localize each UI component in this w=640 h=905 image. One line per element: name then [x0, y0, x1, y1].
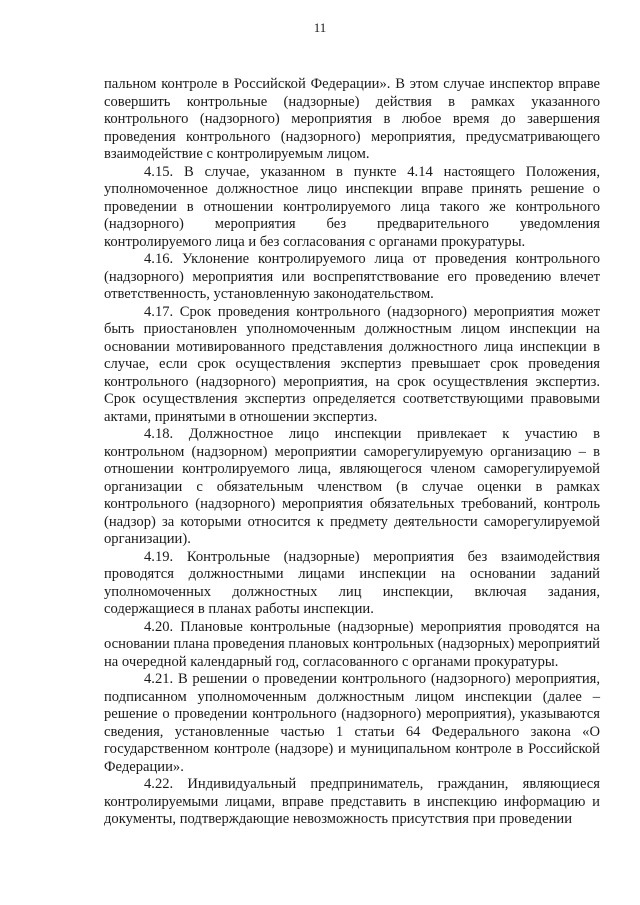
- paragraph-4-21: 4.21. В решении о проведении контрольного (надзорного) мероприятия, подписанном уполномоченным должностным лицом инспекции (далее – решение о проведении контрольного (надзорного) мероприятия), указываются сведения, установленные частью 1 статьи 64 Федерального закона «О государственном контроле (надзоре) и муниципальном контроле в Российской Федерации».: [104, 671, 600, 775]
- document-body: [104, 76, 600, 829]
- paragraph-4-15: 4.15. В случае, указанном в пункте 4.14 настоящего Положения, уполномоченное должностное лицо инспекции вправе принять решение о проведении в отношении контролируемого лица такого же контрольного (надзорного) мероприятия без предварительного уведомления контролируемого лица и без согласования с органами прокуратуры.: [104, 163, 600, 250]
- paragraph-4-22: 4.22. Индивидуальный предприниматель, гражданин, являющиеся контролируемыми лицами, вправе представить в инспекцию информацию и документы, подтверждающие невозможность присутствия при проведении: [104, 776, 600, 827]
- paragraph-4-16: 4.16. Уклонение контролируемого лица от проведения контрольного (надзорного) мероприятия или воспрепятствование его проведению влечет ответственность, установленную законодательством.: [104, 251, 600, 302]
- paragraph-4-17: 4.17. Срок проведения контрольного (надзорного) мероприятия может быть приостановлен уполномоченным должностным лицом инспекции на основании мотивированного представления должностного лица инспекции в случае, если срок осуществления экспертиз превышает срок проведения контрольного (надзорного) мероприятия, на срок осуществления экспертиз. Срок осуществления экспертиз определяется соответствующими правовыми актами, принятыми в отношении экспертиз.: [104, 303, 600, 425]
- paragraph-4-19: 4.19. Контрольные (надзорные) мероприятия без взаимодействия проводятся должностными лицами инспекции на основании заданий уполномоченных должностных лиц инспекции, включая задания, содержащиеся в планах работы инспекции.: [104, 548, 600, 617]
- paragraph-continued: пальном контроле в Российской Федерации». В этом случае инспектор вправе совершить контрольные (надзорные) действия в рамках указанного контрольного (надзорного) мероприятия в любое время до завершения проведения контрольного (надзорного) мероприятия, предусматривающего взаимодействие с контролируемым лицом.: [104, 76, 600, 162]
- page-number: 11: [313, 20, 327, 35]
- paragraph-4-18: 4.18. Должностное лицо инспекции привлекает к участию в контрольном (надзорном) мероприятии саморегулируемую организацию – в отношении контролируемого лица, являющегося членом саморегулируемой организации с обязательным членством (в случае оценки в рамках контрольного (надзорного) мероприятия обязательных требований, контроль (надзор) за которыми относится к предмету деятельности саморегулируемой организации).: [104, 426, 600, 547]
- paragraph-4-20: 4.20. Плановые контрольные (надзорные) мероприятия проводятся на основании плана проведения плановых контрольных (надзорных) мероприятий на очередной календарный год, согласованного с органами прокуратуры.: [104, 618, 600, 670]
